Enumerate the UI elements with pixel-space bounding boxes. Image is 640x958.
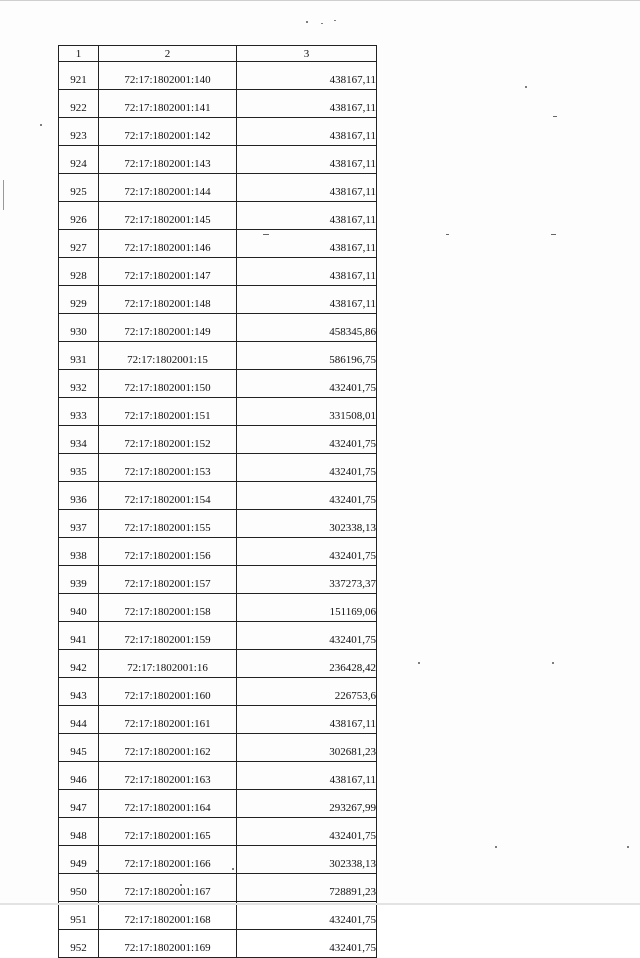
row-number-cell: 937 <box>59 510 99 538</box>
value-cell: 302681,23 <box>237 734 377 762</box>
table-row <box>59 370 377 398</box>
scan-speck <box>627 846 629 848</box>
cadastral-number-cell: 72:17:1802001:161 <box>99 706 237 734</box>
value-cell: 293267,99 <box>237 790 377 818</box>
table-row <box>59 622 377 650</box>
cadastral-number-cell: 72:17:1802001:152 <box>99 426 237 454</box>
value-cell: 438167,11 <box>237 62 377 90</box>
value-cell: 438167,11 <box>237 762 377 790</box>
row-number-cell: 926 <box>59 202 99 230</box>
row-number-cell: 931 <box>59 342 99 370</box>
value-cell: 432401,75 <box>237 818 377 846</box>
value-cell: 458345,86 <box>237 314 377 342</box>
table-row <box>59 482 377 510</box>
value-cell: 438167,11 <box>237 286 377 314</box>
row-number-cell: 938 <box>59 538 99 566</box>
cadastral-number-cell: 72:17:1802001:156 <box>99 538 237 566</box>
cadastral-number-cell: 72:17:1802001:150 <box>99 370 237 398</box>
value-cell: 432401,75 <box>237 538 377 566</box>
scan-speck <box>552 662 554 664</box>
scan-speck <box>418 662 420 664</box>
row-number-cell: 945 <box>59 734 99 762</box>
value-cell: 438167,11 <box>237 706 377 734</box>
value-cell: 226753,6 <box>237 678 377 706</box>
table-row <box>59 118 377 146</box>
value-cell: 432401,75 <box>237 370 377 398</box>
table-row <box>59 286 377 314</box>
column-header-value: 3 <box>237 46 377 62</box>
table-row <box>59 818 377 846</box>
table-row <box>59 202 377 230</box>
table-row <box>59 538 377 566</box>
row-number-cell: 947 <box>59 790 99 818</box>
registry-table <box>58 45 377 958</box>
table-row <box>59 426 377 454</box>
cadastral-number-cell: 72:17:1802001:16 <box>99 650 237 678</box>
cadastral-number-cell: 72:17:1802001:169 <box>99 930 237 958</box>
cadastral-number-cell: 72:17:1802001:167 <box>99 874 237 902</box>
value-cell: 331508,01 <box>237 398 377 426</box>
table-row <box>59 62 377 90</box>
value-cell: 432401,75 <box>237 426 377 454</box>
table-row <box>59 314 377 342</box>
value-cell: 438167,11 <box>237 202 377 230</box>
row-number-cell: 929 <box>59 286 99 314</box>
row-number-cell: 936 <box>59 482 99 510</box>
cadastral-number-cell: 72:17:1802001:148 <box>99 286 237 314</box>
cadastral-number-cell: 72:17:1802001:147 <box>99 258 237 286</box>
value-cell: 432401,75 <box>237 930 377 958</box>
value-cell: 438167,11 <box>237 230 377 258</box>
table-row <box>59 90 377 118</box>
scan-dash <box>553 116 557 117</box>
table-row <box>59 650 377 678</box>
cadastral-number-cell: 72:17:1802001:140 <box>99 62 237 90</box>
row-number-cell: 928 <box>59 258 99 286</box>
table-row <box>59 874 377 902</box>
table-row <box>59 174 377 202</box>
value-cell: 432401,75 <box>237 454 377 482</box>
cadastral-number-cell: 72:17:1802001:166 <box>99 846 237 874</box>
value-cell: 236428,42 <box>237 650 377 678</box>
table-row <box>59 258 377 286</box>
row-number-cell: 948 <box>59 818 99 846</box>
row-number-cell: 943 <box>59 678 99 706</box>
scan-speck <box>334 20 336 21</box>
value-cell: 432401,75 <box>237 482 377 510</box>
row-number-cell: 942 <box>59 650 99 678</box>
value-cell: 438167,11 <box>237 146 377 174</box>
registry-table-wrapper <box>58 45 376 958</box>
cadastral-number-cell: 72:17:1802001:141 <box>99 90 237 118</box>
value-cell: 432401,75 <box>237 622 377 650</box>
scan-speck <box>3 180 4 210</box>
table-row <box>59 510 377 538</box>
cadastral-number-cell: 72:17:1802001:164 <box>99 790 237 818</box>
value-cell: 337273,37 <box>237 566 377 594</box>
table-row <box>59 790 377 818</box>
cadastral-number-cell: 72:17:1802001:153 <box>99 454 237 482</box>
table-row <box>59 594 377 622</box>
scan-edge-top <box>0 0 640 1</box>
cadastral-number-cell: 72:17:1802001:143 <box>99 146 237 174</box>
row-number-cell: 946 <box>59 762 99 790</box>
row-number-cell: 944 <box>59 706 99 734</box>
row-number-cell: 932 <box>59 370 99 398</box>
table-row <box>59 230 377 258</box>
cadastral-number-cell: 72:17:1802001:168 <box>99 902 237 930</box>
cadastral-number-cell: 72:17:1802001:155 <box>99 510 237 538</box>
cadastral-number-cell: 72:17:1802001:151 <box>99 398 237 426</box>
scan-speck <box>306 21 308 23</box>
table-row <box>59 930 377 958</box>
cadastral-number-cell: 72:17:1802001:144 <box>99 174 237 202</box>
row-number-cell: 949 <box>59 846 99 874</box>
row-number-cell: 935 <box>59 454 99 482</box>
table-row <box>59 706 377 734</box>
value-cell: 438167,11 <box>237 174 377 202</box>
scan-dash <box>551 234 556 235</box>
scan-speck <box>321 23 323 24</box>
cadastral-number-cell: 72:17:1802001:163 <box>99 762 237 790</box>
cadastral-number-cell: 72:17:1802001:145 <box>99 202 237 230</box>
row-number-cell: 939 <box>59 566 99 594</box>
column-header-number: 1 <box>59 46 99 62</box>
value-cell: 438167,11 <box>237 118 377 146</box>
row-number-cell: 930 <box>59 314 99 342</box>
value-cell: 438167,11 <box>237 258 377 286</box>
cadastral-number-cell: 72:17:1802001:142 <box>99 118 237 146</box>
value-cell: 586196,75 <box>237 342 377 370</box>
cadastral-number-cell: 72:17:1802001:154 <box>99 482 237 510</box>
cadastral-number-cell: 72:17:1802001:160 <box>99 678 237 706</box>
table-row <box>59 454 377 482</box>
row-number-cell: 924 <box>59 146 99 174</box>
cadastral-number-cell: 72:17:1802001:146 <box>99 230 237 258</box>
column-header-cadastral-number: 2 <box>99 46 237 62</box>
table-row <box>59 846 377 874</box>
cadastral-number-cell: 72:17:1802001:165 <box>99 818 237 846</box>
cadastral-number-cell: 72:17:1802001:159 <box>99 622 237 650</box>
scan-speck <box>525 86 527 88</box>
row-number-cell: 950 <box>59 874 99 902</box>
cadastral-number-cell: 72:17:1802001:15 <box>99 342 237 370</box>
cadastral-number-cell: 72:17:1802001:158 <box>99 594 237 622</box>
value-cell: 302338,13 <box>237 510 377 538</box>
table-row <box>59 342 377 370</box>
row-number-cell: 923 <box>59 118 99 146</box>
scan-dash <box>446 234 449 235</box>
row-number-cell: 952 <box>59 930 99 958</box>
table-row <box>59 566 377 594</box>
scan-speck <box>495 846 497 848</box>
table-row <box>59 902 377 930</box>
row-number-cell: 927 <box>59 230 99 258</box>
cadastral-number-cell: 72:17:1802001:157 <box>99 566 237 594</box>
row-number-cell: 951 <box>59 902 99 930</box>
cadastral-number-cell: 72:17:1802001:162 <box>99 734 237 762</box>
scan-speck <box>40 124 42 126</box>
value-cell: 438167,11 <box>237 90 377 118</box>
row-number-cell: 940 <box>59 594 99 622</box>
row-number-cell: 941 <box>59 622 99 650</box>
value-cell: 151169,06 <box>237 594 377 622</box>
row-number-cell: 933 <box>59 398 99 426</box>
table-row <box>59 146 377 174</box>
table-row <box>59 398 377 426</box>
row-number-cell: 922 <box>59 90 99 118</box>
value-cell: 432401,75 <box>237 902 377 930</box>
table-row <box>59 734 377 762</box>
row-number-cell: 934 <box>59 426 99 454</box>
table-header-row <box>59 46 377 62</box>
table-row <box>59 762 377 790</box>
row-number-cell: 925 <box>59 174 99 202</box>
table-row <box>59 678 377 706</box>
value-cell: 302338,13 <box>237 846 377 874</box>
cadastral-number-cell: 72:17:1802001:149 <box>99 314 237 342</box>
row-number-cell: 921 <box>59 62 99 90</box>
value-cell: 728891,23 <box>237 874 377 902</box>
